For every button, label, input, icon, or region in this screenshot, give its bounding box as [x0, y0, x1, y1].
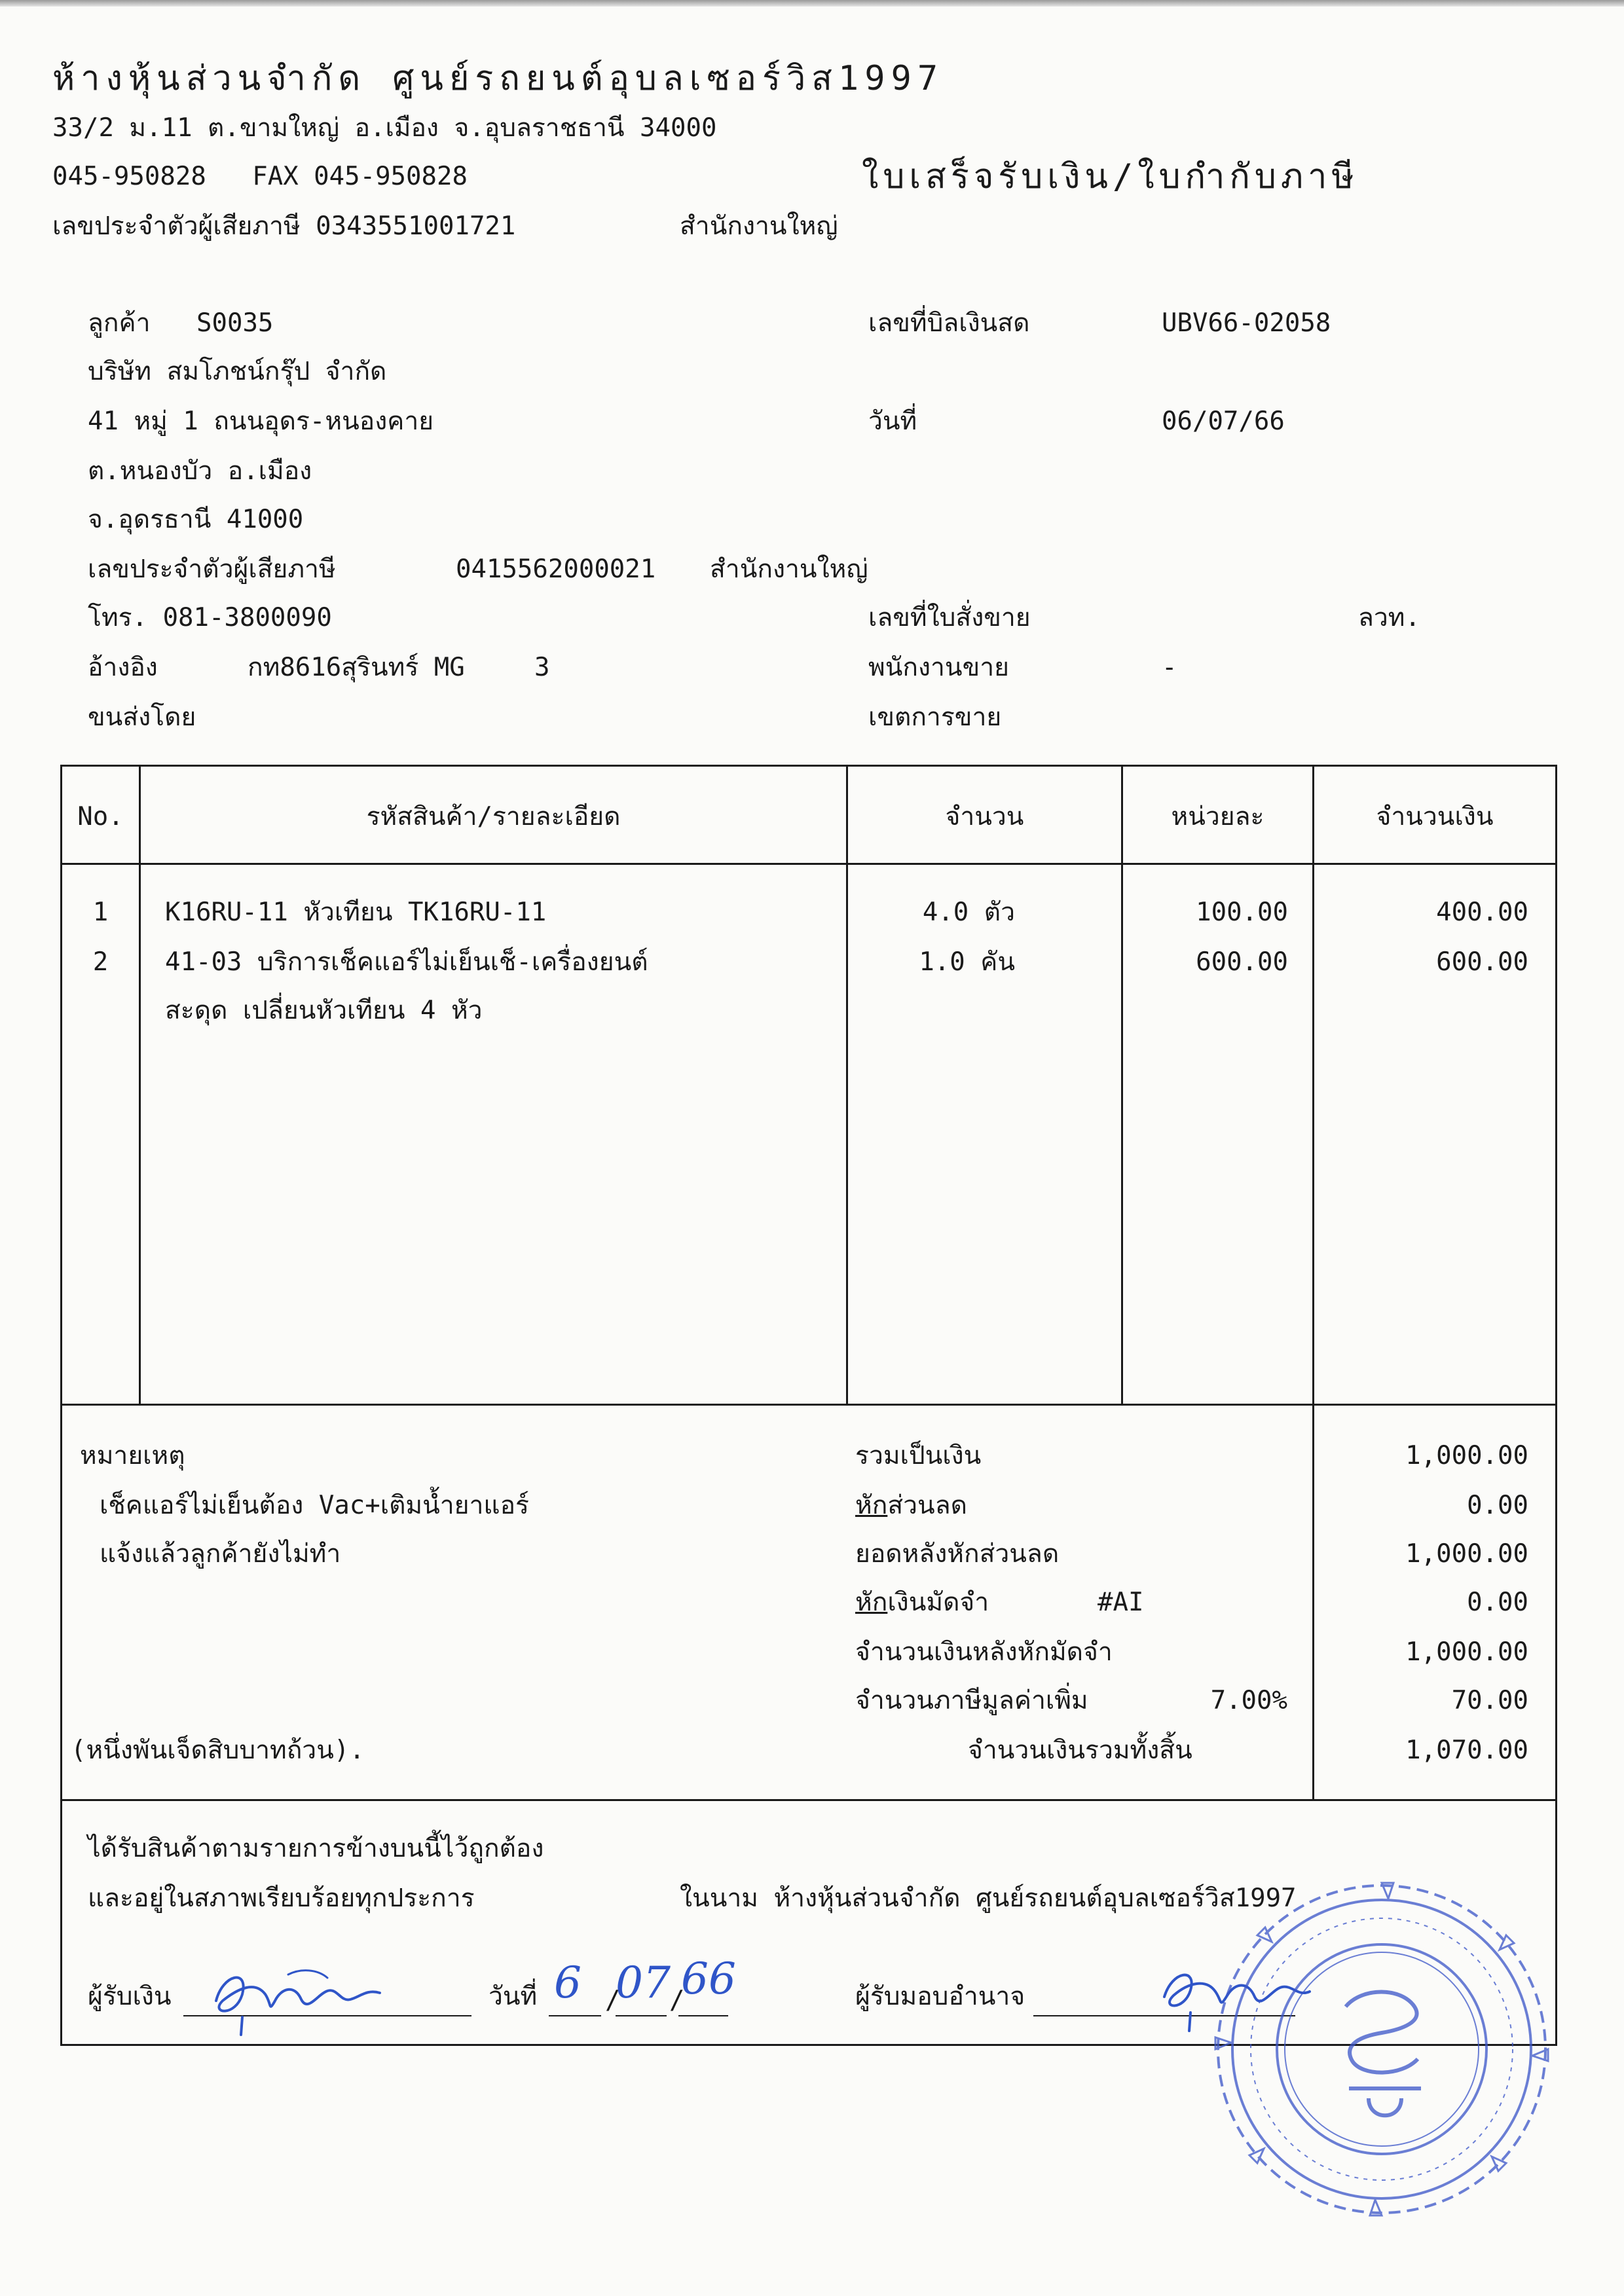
customer-ref-label: อ้างอิง [88, 653, 158, 682]
customer-tax-id: 0415562000021 [456, 555, 656, 584]
company-address: 33/2 ม.11 ต.ขามใหญ่ อ.เมือง จ.อุบลราชธานี 34000 [52, 113, 717, 143]
customer-ref-number: 3 [534, 653, 550, 682]
discount-label [855, 1493, 967, 1518]
customer-ref: กท8616สุรินทร์ MG [248, 653, 465, 682]
document-title: ใบเสร็จรับเงิน/ใบกำกับภาษี [862, 157, 1359, 196]
handwritten-year: 66 [681, 1954, 736, 2004]
receiver-label: ผู้รับเงิน [88, 1982, 172, 2011]
deposit-label-underlined: หัก [855, 1588, 888, 1617]
invoice-date: 06/07/66 [1162, 407, 1285, 436]
authorized-label: ผู้รับมอบอำนาจ [855, 1982, 1025, 2011]
handwritten-day: 6 [554, 1958, 581, 2008]
header-description: รหัสสินค้า/รายละเอียด [366, 802, 621, 831]
deposit-value: 0.00 [1467, 1588, 1528, 1617]
row-amount: 400.00 [1436, 898, 1528, 927]
deposit-code: #AI [1098, 1588, 1144, 1617]
row-description: K16RU-11 หัวเทียน TK16RU-11 [165, 898, 547, 927]
remarks-line-1: เช็คแอร์ไม่เย็นต้อง Vac+เติมน้ำยาแอร์ [100, 1491, 529, 1520]
date-day-line [549, 2015, 601, 2016]
header-unit-price: หน่วยละ [1171, 802, 1264, 831]
row-quantity: 4.0 ตัว [922, 898, 1015, 927]
sales-order-extra: ลวท. [1358, 603, 1420, 632]
receiver-signature [203, 1955, 399, 2040]
row-unit-price: 600.00 [1196, 947, 1288, 977]
header-quantity: จำนวน [945, 802, 1024, 831]
vat-label: จำนวนภาษีมูลค่าเพิ่ม [855, 1686, 1088, 1715]
ship-by-label: ขนส่งโดย [88, 702, 196, 732]
subtotal-value: 1,000.00 [1405, 1441, 1528, 1470]
discount-label-rest: ส่วนลด [887, 1491, 967, 1520]
company-stamp [1205, 1872, 1559, 2226]
amount-in-words: (หนึ่งพันเจ็ดสิบบาทถ้วน). [71, 1736, 365, 1765]
discount-label-underlined: หัก [855, 1491, 888, 1520]
date-month-line [616, 2015, 667, 2016]
row-amount: 600.00 [1436, 947, 1528, 977]
after-deposit-value: 1,000.00 [1405, 1637, 1528, 1667]
date-slash: / [605, 1986, 621, 2015]
company-branch: สำนักงานใหญ่ [680, 211, 838, 241]
vat-rate: 7.00% [1210, 1686, 1287, 1715]
after-discount-label: ยอดหลังหักส่วนลด [855, 1539, 1060, 1569]
invoice-no: UBV66-02058 [1162, 308, 1331, 338]
subtotal-label: รวมเป็นเงิน [855, 1441, 982, 1470]
received-line-1: ได้รับสินค้าตามรายการข้างบนนี้ไว้ถูกต้อง [88, 1834, 544, 1863]
customer-code-label: ลูกค้า [88, 308, 151, 338]
company-phone-fax: 045-950828 FAX 045-950828 [52, 162, 468, 191]
grand-total-label: จำนวนเงินรวมทั้งสิ้น [968, 1736, 1192, 1765]
deposit-label-rest: เงินมัดจำ [887, 1588, 989, 1617]
discount-value: 0.00 [1467, 1491, 1528, 1520]
customer-name: บริษัท สมโภชน์กรุ๊ป จำกัด [88, 357, 387, 386]
sales-order-label: เลขที่ใบสั่งขาย [868, 603, 1031, 632]
header-no: No. [77, 802, 124, 831]
company-name: ห้างหุ้นส่วนจำกัด ศูนย์รถยนต์อุบลเซอร์วิส1997 [52, 59, 944, 98]
customer-address-2: ต.หนองบัว อ.เมือง [88, 456, 312, 486]
row-no: 2 [92, 947, 109, 977]
invoice-date-label: วันที่ [868, 407, 917, 436]
row-no: 1 [92, 898, 109, 927]
on-behalf-of: ในนาม ห้างหุ้นส่วนจำกัด ศูนย์รถยนต์อุบลเซอร์วิส1997 [680, 1884, 1297, 1913]
deposit-label [855, 1590, 989, 1615]
remarks-label: หมายเหตุ [80, 1441, 185, 1470]
after-deposit-label: จำนวนเงินหลังหักมัดจำ [855, 1637, 1113, 1667]
company-tax-id: เลขประจำตัวผู้เสียภาษี 0343551001721 [52, 211, 516, 241]
salesperson: - [1162, 653, 1177, 682]
customer-code: S0035 [196, 308, 274, 338]
customer-phone: โทร. 081-3800090 [88, 603, 332, 632]
sales-area-label: เขตการขาย [868, 702, 1002, 732]
received-line-2: และอยู่ในสภาพเรียบร้อยทุกประการ [88, 1884, 475, 1913]
customer-tax-label: เลขประจำตัวผู้เสียภาษี [88, 555, 336, 584]
scan-edge [0, 0, 1624, 7]
vat-value: 70.00 [1451, 1686, 1528, 1715]
customer-address-3: จ.อุดรธานี 41000 [88, 505, 304, 534]
row-quantity: 1.0 คัน [919, 947, 1015, 977]
customer-branch: สำนักงานใหญ่ [710, 555, 868, 584]
remarks-line-2: แจ้งแล้วลูกค้ายังไม่ทำ [100, 1539, 341, 1569]
row-description: 41-03 บริการเช็คแอร์ไม่เย็นเช็-เครื่องยนต์ [165, 947, 648, 977]
row-description: สะดุด เปลี่ยนหัวเทียน 4 หัว [165, 996, 483, 1025]
date-year-line [678, 2015, 728, 2016]
grand-total-value: 1,070.00 [1405, 1736, 1528, 1765]
header-amount: จำนวนเงิน [1376, 802, 1494, 831]
invoice-no-label: เลขที่บิลเงินสด [868, 308, 1030, 338]
salesperson-label: พนักงานขาย [868, 653, 1009, 682]
date-slash: / [669, 1986, 685, 2015]
handwritten-month: 07 [616, 1958, 671, 2008]
customer-address-1: 41 หมู่ 1 ถนนอุดร-หนองคาย [88, 407, 434, 436]
row-unit-price: 100.00 [1196, 898, 1288, 927]
footer-date-label: วันที่ [489, 1982, 538, 2011]
after-discount-value: 1,000.00 [1405, 1539, 1528, 1569]
